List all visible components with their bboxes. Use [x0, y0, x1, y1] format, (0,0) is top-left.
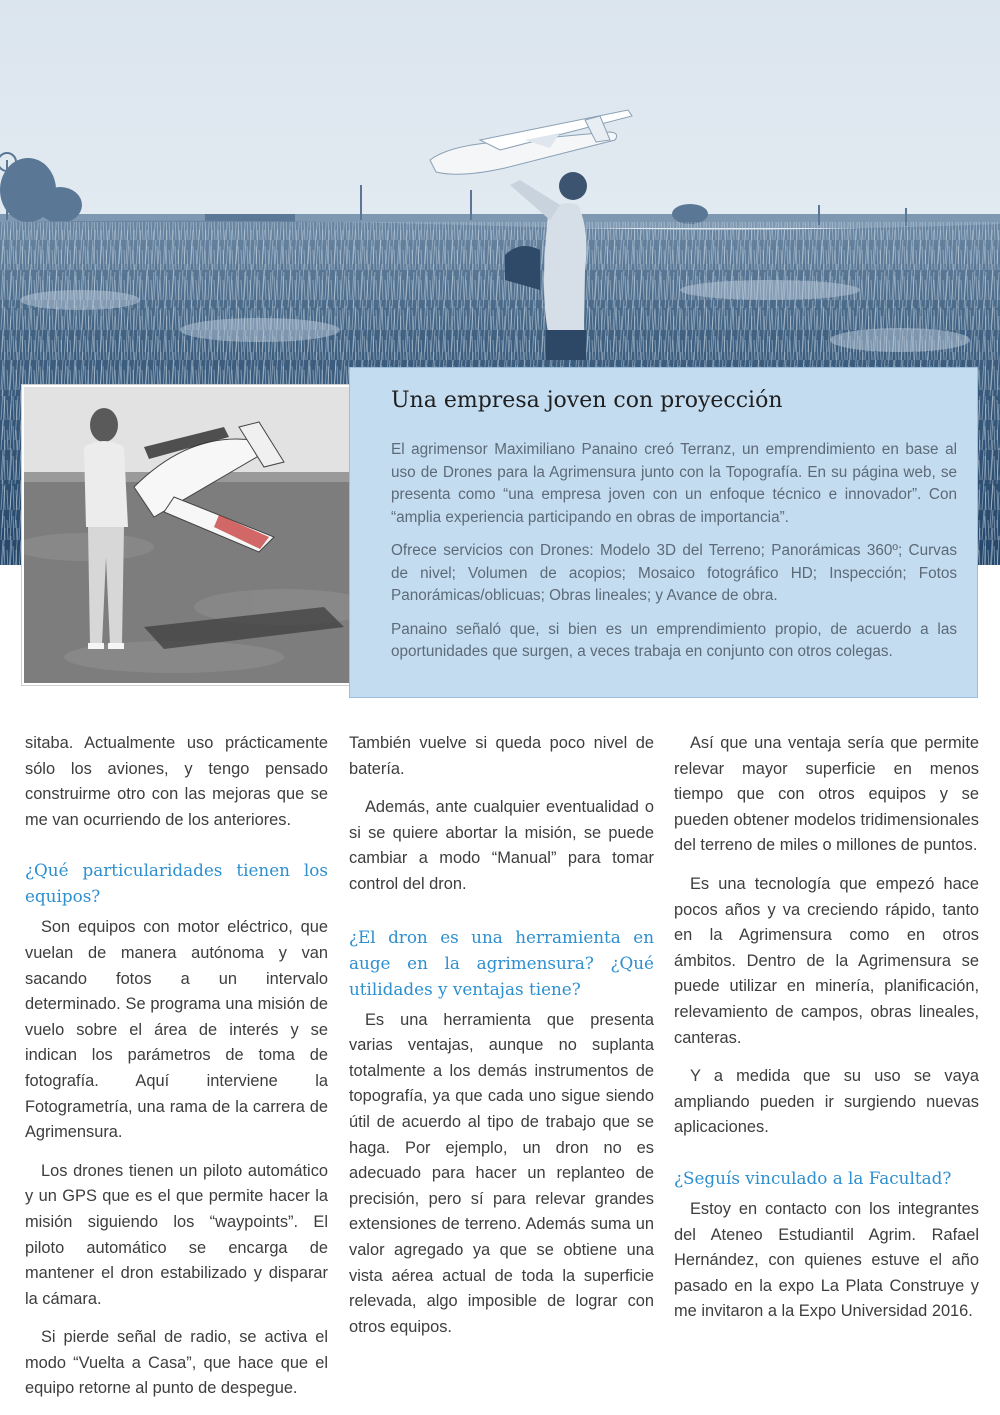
sidebar-paragraph: Ofrece servicios con Drones: Modelo 3D del Terreno; Panorámicas 360º; Curvas de nivel; Volumen de acopios; Mosaico fotográfico HD; Inspección; Fotos Panorámicas/oblicuas; Obras lineales; y Avance de obra. [391, 542, 957, 604]
paragraph: Si pierde señal de radio, se activa el modo “Vuelta a Casa”, que hace que el equipo retorne al punto de despegue. [25, 1328, 328, 1398]
paragraph: Es una herramienta que presenta varias ventajas, aunque no suplanta totalmente a los demás instrumentos de topografía, ya que cada uno sigue siendo útil de acuerdo al tipo de trabajo que se haga. Por ejemplo, un dron no es adecuado para hacer un replanteo de precisión, pero sí para relevar grandes extensiones de terreno. Además suma un valor agregado ya que se obtiene una vista aérea actual de toda la superficie relevada, algo imposible de lograr con otros equipos. [349, 1010, 654, 1336]
paragraph: Es una tecnología que empezó hace pocos años y va creciendo rápido, tanto en la Agrimensura como en otros ámbitos. Dentro de la Agrimensura se puede utilizar en minería, planificación, relevamiento de campos, obras lineales, canteras. [674, 874, 979, 1047]
column-2 [349, 731, 654, 1353]
paragraph: Estoy en contacto con los integrantes del Ateneo Estudiantil Agrim. Rafael Hernández, con quienes estuve el año pasado en la expo La Plata Construye y me invitaron a la Expo Universidad 2016. [674, 1199, 979, 1321]
paragraph: Los drones tienen un piloto automático y un GPS que es el que permite hacer la misión siguiendo los “waypoints”. El piloto automático se encarga de mantener el dron estabilizado y disparar la cámara. [25, 1161, 328, 1308]
paragraph: Son equipos con motor eléctrico, que vuelan de manera autónoma y van sacando fotos a un intervalo determinado. Se programa una misión de vuelo sobre el área de interés y se indican los parámetros de toma de fotografía. Aquí interviene la Fotogrametría, una rama de la carrera de Agrimensura. [25, 918, 328, 1142]
sidebar-box [349, 367, 978, 698]
paragraph: Además, ante cualquier eventualidad o si se quiere abortar la misión, se puede cambiar a modo “Manual” para tomar control del dron. [349, 798, 654, 893]
inset-photo [22, 385, 378, 685]
question-heading: ¿El dron es una herramienta en auge en la agrimensura? ¿Qué utilidades y ventajas tiene? [349, 926, 654, 999]
question-heading: ¿Seguís vinculado a la Facultad? [674, 1167, 952, 1188]
paragraph: Y a medida que su uso se vaya ampliando pueden ir surgiendo nuevas aplicaciones. [674, 1067, 979, 1137]
inset-photo-graphic [24, 387, 376, 683]
paragraph: Así que una ventaja sería que permite relevar mayor superficie en menos tiempo que con otros equipos y se pueden obtener modelos tridimensionales del terreno de miles o millones de puntos. [674, 734, 979, 855]
paragraph: También vuelve si queda poco nivel de batería. [349, 734, 654, 778]
article-columns [0, 731, 1000, 1398]
question-heading: ¿Qué particularidades tienen los equipos? [25, 860, 328, 907]
sidebar-paragraph: Panaino señaló que, si bien es un emprendimiento propio, de acuerdo a las oportunidades que surgen, a veces trabaja en conjunto con otros colegas. [391, 620, 957, 660]
column-1 [25, 731, 328, 1415]
sidebar-paragraph: El agrimensor Maximiliano Panaino creó Terranz, un emprendimiento en base al uso de Drones para la Agrimensura junto con la Topografía. En su página web, se presenta como “una empresa joven con un enfoque técnico e innovador”. Con “amplia experiencia participando en obras de importancia”. [391, 441, 957, 526]
column-3 [674, 731, 979, 1338]
sidebar-title: Una empresa joven con proyección [391, 388, 783, 413]
paragraph: sitaba. Actualmente uso prácticamente sólo los aviones, y tengo pensado construirme otro con las mejoras que se me van ocurriendo de los anteriores. [25, 734, 328, 829]
